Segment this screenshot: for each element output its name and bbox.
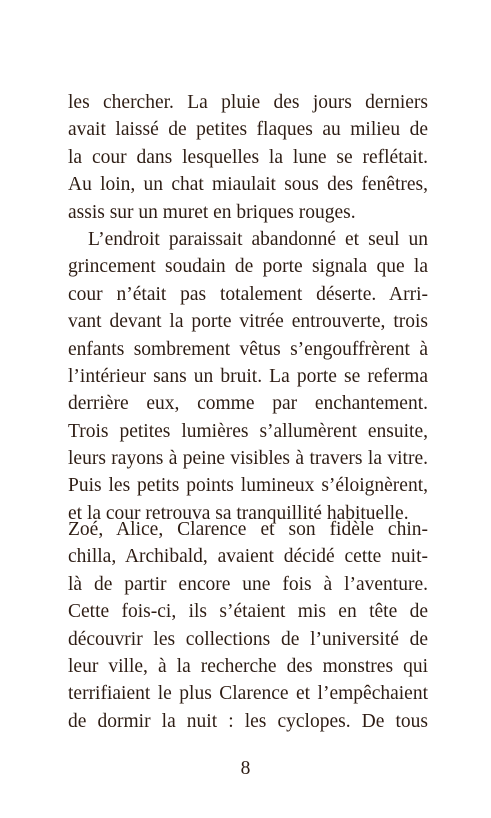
paragraph-1-line: la cour dans lesquelles la lune se reflétait.	[68, 146, 428, 168]
paragraph-2-line: vant devant la porte vitrée entrouverte, trois	[68, 311, 428, 333]
paragraph-1-line: avait laissé de petites flaques au milieu de	[68, 119, 428, 141]
paragraph-2-line: grincement soudain de porte signala que la	[68, 256, 428, 278]
paragraph-2-line: L’endroit paraissait abandonné et seul un	[88, 228, 428, 250]
text-block-lower	[68, 516, 428, 735]
text-block-upper	[68, 89, 428, 527]
page-number: 8	[240, 758, 251, 779]
paragraph-1-line: les chercher. La pluie des jours derniers	[68, 92, 428, 113]
paragraph-2-line: cour n’était pas totalement déserte. Arri-	[68, 283, 428, 305]
paragraph-3-line: terrifiaient le plus Clarence et l’empêchaient	[68, 683, 428, 705]
paragraph-2-line: derrière eux, comme par enchantement.	[68, 393, 428, 415]
paragraph-3-line: chilla, Archibald, avaient décidé cette nuit-	[68, 546, 428, 568]
paragraph-3-line: Zoé, Alice, Clarence et son fidèle chin-	[68, 519, 428, 540]
paragraph-3-line: de dormir la nuit : les cyclopes. De tous	[68, 710, 428, 732]
paragraph-2-line: enfants sombrement vêtus s’engouffrèrent à	[68, 338, 428, 360]
paragraph-3-line: leur ville, à la recherche des monstres qui	[68, 655, 428, 677]
paragraph-2-line: et la cour retrouva sa tranquillité habituelle.	[68, 502, 409, 524]
paragraph-3-line: découvrir les collections de l’université de	[68, 628, 428, 650]
paragraph-1-line: assis sur un muret en briques rouges.	[68, 201, 356, 223]
paragraph-2-line: Trois petites lumières s’allumèrent ensuite,	[68, 420, 428, 442]
paragraph-3-line: Cette fois-ci, ils s’étaient mis en tête de	[68, 601, 428, 623]
paragraph-1-line: Au loin, un chat miaulait sous des fenêtres,	[68, 174, 428, 196]
paragraph-3-line: là de partir encore une fois à l’aventure.	[68, 573, 428, 595]
paragraph-2-line: l’intérieur sans un bruit. La porte se referma	[68, 365, 428, 387]
paragraph-2-line: leurs rayons à peine visibles à travers la vitre.	[68, 448, 428, 470]
paragraph-2-line: Puis les petits points lumineux s’éloignèrent,	[68, 475, 428, 497]
